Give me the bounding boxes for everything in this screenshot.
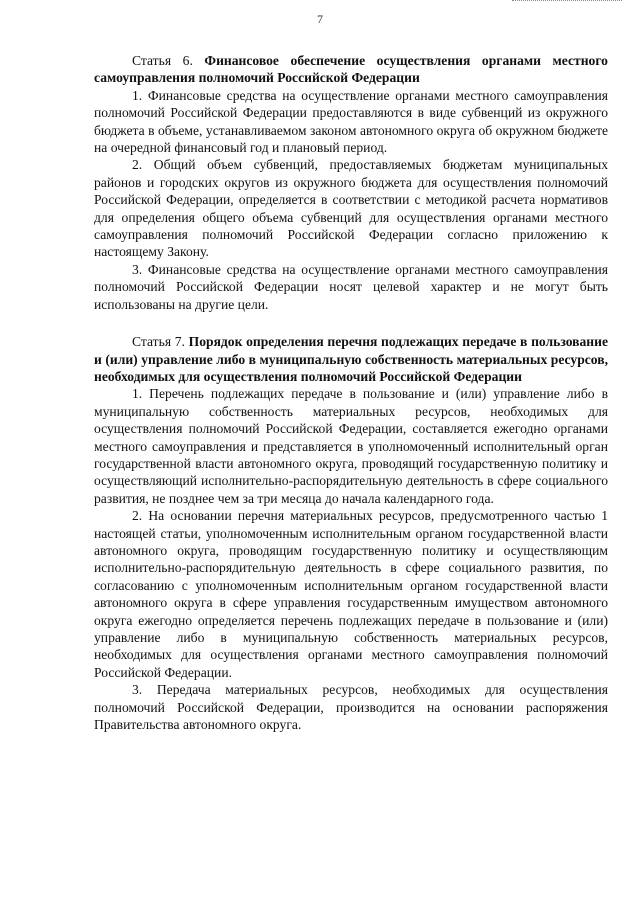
article-6-paragraph-1: 1. Финансовые средства на осуществление органами местного самоуправления полномочий Российской Федерации предоставляются в виде субвенций из окружного бюджета в объеме, устанавливаемом законом автономного округа об окружном бюджете на очередной финансовый год и плановый период. <box>94 87 608 156</box>
article-7-paragraph-2: 2. На основании перечня материальных ресурсов, предусмотренного частью 1 настоящей статьи, уполномоченным исполнительным органом государственной власти автономного округа, проводящим государственную политику и осуществляющим исполнительно-распорядительную деятельность в сфере социального развития, по согласованию с уполномоченным исполнительным органом государственной власти автономного округа в сфере управления государственным имуществом автономного округа ежегодно определяется перечень подлежащих передаче в пользование и (или) управление либо в муниципальную собственность материальных ресурсов, необходимых для осуществления органами местного самоуправления полномочий Российской Федерации. <box>94 508 608 680</box>
article-6-paragraph-3: 3. Финансовые средства на осуществление органами местного самоуправления полномочий Российской Федерации носят целевой характер и не могут быть использованы на другие цели. <box>94 261 608 312</box>
article-7-paragraph-3: 3. Передача материальных ресурсов, необходимых для осуществления полномочий Российской Федерации, производится на основании распоряжения Правительства автономного округа. <box>94 682 608 733</box>
document-body <box>94 52 608 733</box>
article-6-prefix: Статья 6. <box>132 53 193 68</box>
article-7 <box>94 333 608 733</box>
article-7-heading <box>94 333 608 385</box>
article-6-heading <box>94 52 608 87</box>
scan-edge-mark <box>512 0 622 2</box>
article-7-paragraph-1: 1. Перечень подлежащих передаче в пользование и (или) управление либо в муниципальную собственность материальных ресурсов, необходимых для осуществления полномочий Российской Федерации, составляется ежегодно органами местного самоуправления и представляется в уполномоченный исполнительный орган государственной власти автономного округа, проводящий государственную политику и осуществляющий исполнительно-распорядительную деятельность в сфере социального развития, не позднее чем за три месяца до начала календарного года. <box>94 386 608 506</box>
article-6-title: Финансовое обеспечение осуществления органами местного самоуправления полномочий Российской Федерации <box>94 53 608 86</box>
article-7-title: Порядок определения перечня подлежащих передаче в пользование и (или) управление либо в муниципальную собственность материальных ресурсов, необходимых для осуществления полномочий Российской Федерации <box>94 334 609 384</box>
article-6 <box>94 52 608 313</box>
article-7-prefix: Статья 7. <box>132 334 185 350</box>
page-number: 7 <box>317 12 323 26</box>
article-6-paragraph-2: 2. Общий объем субвенций, предоставляемых бюджетам муниципальных районов и городских округов из окружного бюджета для осуществления полномочий Российской Федерации, определяется в соответствии с методикой расчета нормативов для определения общего объема субвенций для осуществления органами местного самоуправления полномочий Российской Федерации согласно приложению к настоящему Закону. <box>94 157 608 260</box>
